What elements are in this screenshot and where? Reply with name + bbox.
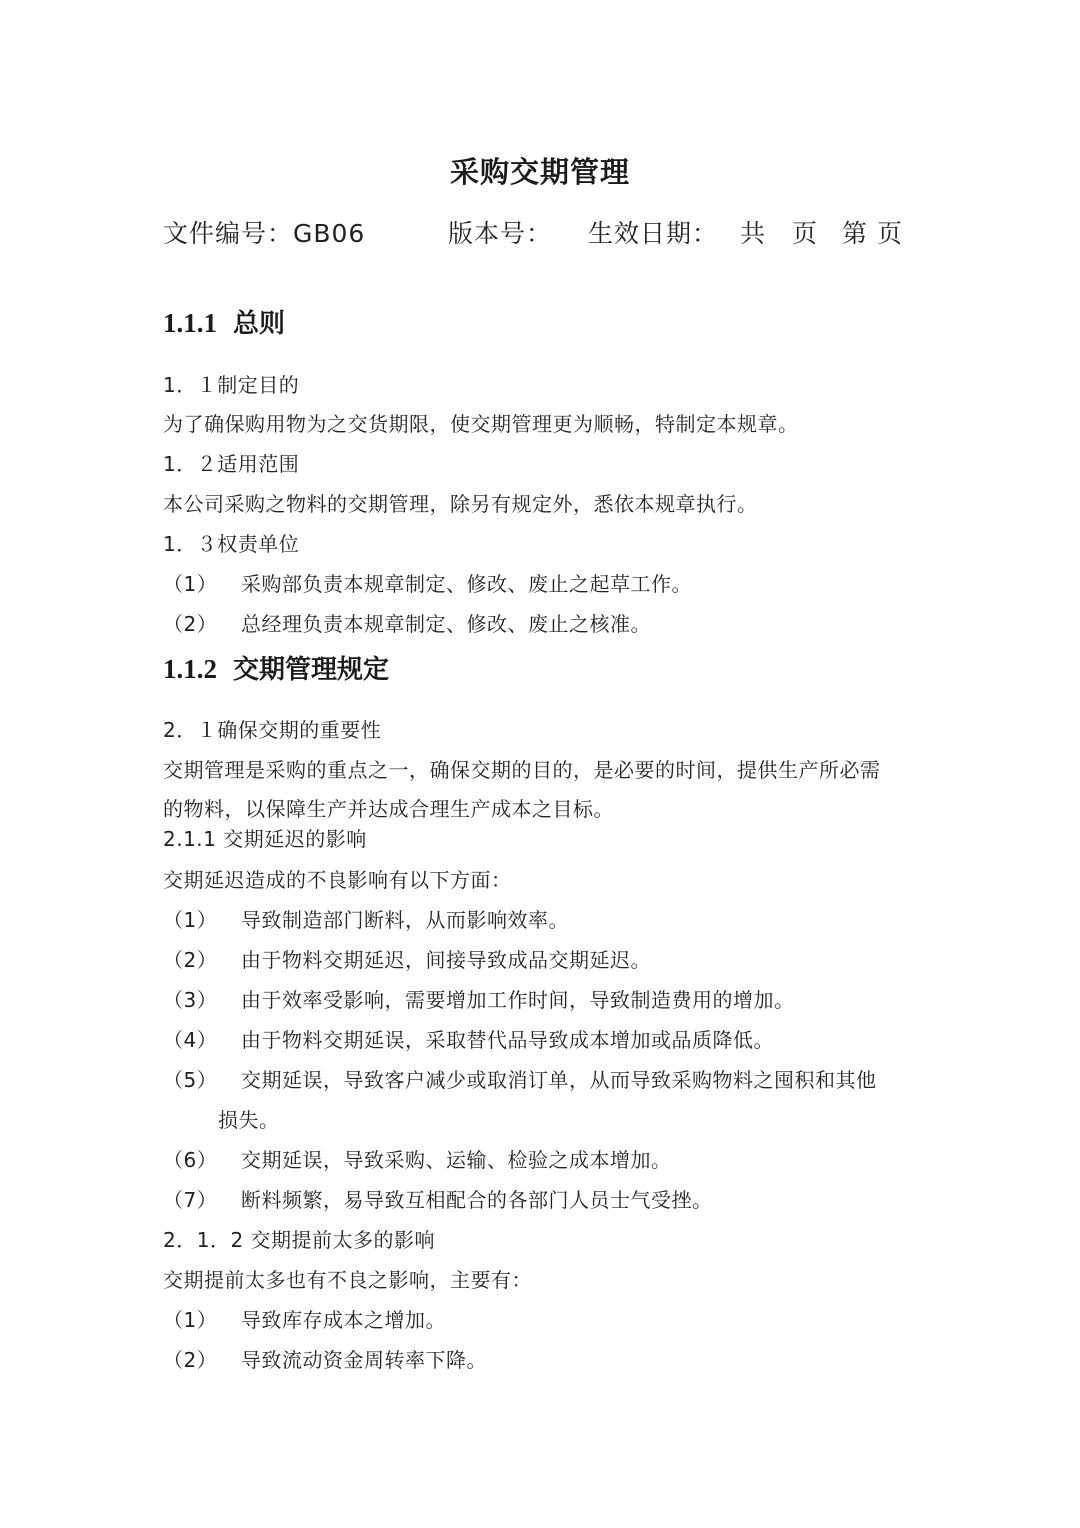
file-number: 文件编号：GB06 (163, 219, 366, 248)
list-item (163, 1064, 877, 1093)
list-item (163, 1144, 672, 1173)
list-item (163, 1184, 713, 1213)
list-text: 由于物料交期延误，采取替代品导致成本增加或品质降低。 (241, 1028, 774, 1052)
list-text: 断料频繁，易导致互相配合的各部门人员士气受挫。 (241, 1188, 713, 1212)
list-item-continuation (218, 1104, 280, 1133)
paragraph-importance-2: 的物料，以保障生产并达成合理生产成本之目标。 (163, 797, 614, 821)
list-item (163, 568, 692, 597)
list-text: 采购部负责本规章制定、修改、废止之起草工作。 (241, 572, 692, 596)
subheading-early-impact: 2．1．2 交期提前太多的影响 (163, 1228, 436, 1252)
list-text: 损失。 (218, 1108, 280, 1132)
paragraph-purpose: 为了确保购用物为之交货期限，使交期管理更为顺畅，特制定本规章。 (163, 412, 799, 436)
page-number-label: 第 页 (842, 219, 903, 248)
page-title: 采购交期管理 (449, 155, 630, 189)
list-item (163, 984, 795, 1013)
list-index: （2） (163, 612, 218, 636)
list-item (163, 1304, 446, 1333)
list-index: （5） (163, 1068, 218, 1092)
list-item (163, 608, 651, 637)
version-label: 版本号： (448, 219, 553, 248)
total-pages-label: 共 页 (740, 219, 819, 248)
paragraph-early-intro: 交期提前太多也有不良之影响，主要有： (163, 1268, 532, 1292)
list-item (163, 1344, 487, 1373)
list-text: 交期延误，导致客户减少或取消订单，从而导致采购物料之囤积和其他 (241, 1068, 877, 1092)
list-text: 导致流动资金周转率下降。 (241, 1348, 487, 1372)
section-heading-general (163, 303, 285, 340)
list-text: 交期延误，导致采购、运输、检验之成本增加。 (241, 1148, 672, 1172)
list-index: （7） (163, 1188, 218, 1212)
list-text: 总经理负责本规章制定、修改、废止之核准。 (241, 612, 651, 636)
list-index: （3） (163, 988, 218, 1012)
paragraph-importance-1: 交期管理是采购的重点之一，确保交期的目的，是必要的时间，提供生产所必需 (163, 758, 881, 782)
list-index: （1） (163, 1308, 218, 1332)
list-text: 导致制造部门断料，从而影响效率。 (241, 908, 569, 932)
section-number: 1.1.2 (163, 654, 217, 684)
list-text: 由于效率受影响，需要增加工作时间，导致制造费用的增加。 (241, 988, 795, 1012)
list-text: 由于物料交期延迟，间接导致成品交期延迟。 (241, 948, 651, 972)
list-item (163, 1024, 774, 1053)
effective-date-label: 生效日期： (588, 219, 719, 248)
subheading-purpose: 1．１制定目的 (163, 373, 300, 397)
list-index: （6） (163, 1148, 218, 1172)
subheading-importance: 2．１确保交期的重要性 (163, 718, 382, 742)
list-index: （4） (163, 1028, 218, 1052)
section-number: 1.1.1 (163, 308, 217, 338)
subheading-responsibility: 1．３权责单位 (163, 532, 300, 556)
subheading-delay-impact: 2.1.1 交期延迟的影响 (163, 827, 367, 851)
list-index: （2） (163, 948, 218, 972)
list-text: 导致库存成本之增加。 (241, 1308, 446, 1332)
subheading-scope: 1．２适用范围 (163, 452, 300, 476)
list-item (163, 944, 651, 973)
paragraph-scope: 本公司采购之物料的交期管理，除另有规定外，悉依本规章执行。 (163, 492, 758, 516)
paragraph-delay-intro: 交期延迟造成的不良影响有以下方面： (163, 868, 512, 892)
list-item (163, 904, 569, 933)
list-index: （1） (163, 908, 218, 932)
list-index: （1） (163, 572, 218, 596)
section-heading-delivery-rules (163, 649, 389, 686)
section-title: 交期管理规定 (233, 655, 390, 685)
list-index: （2） (163, 1348, 218, 1372)
section-title: 总则 (233, 309, 286, 339)
